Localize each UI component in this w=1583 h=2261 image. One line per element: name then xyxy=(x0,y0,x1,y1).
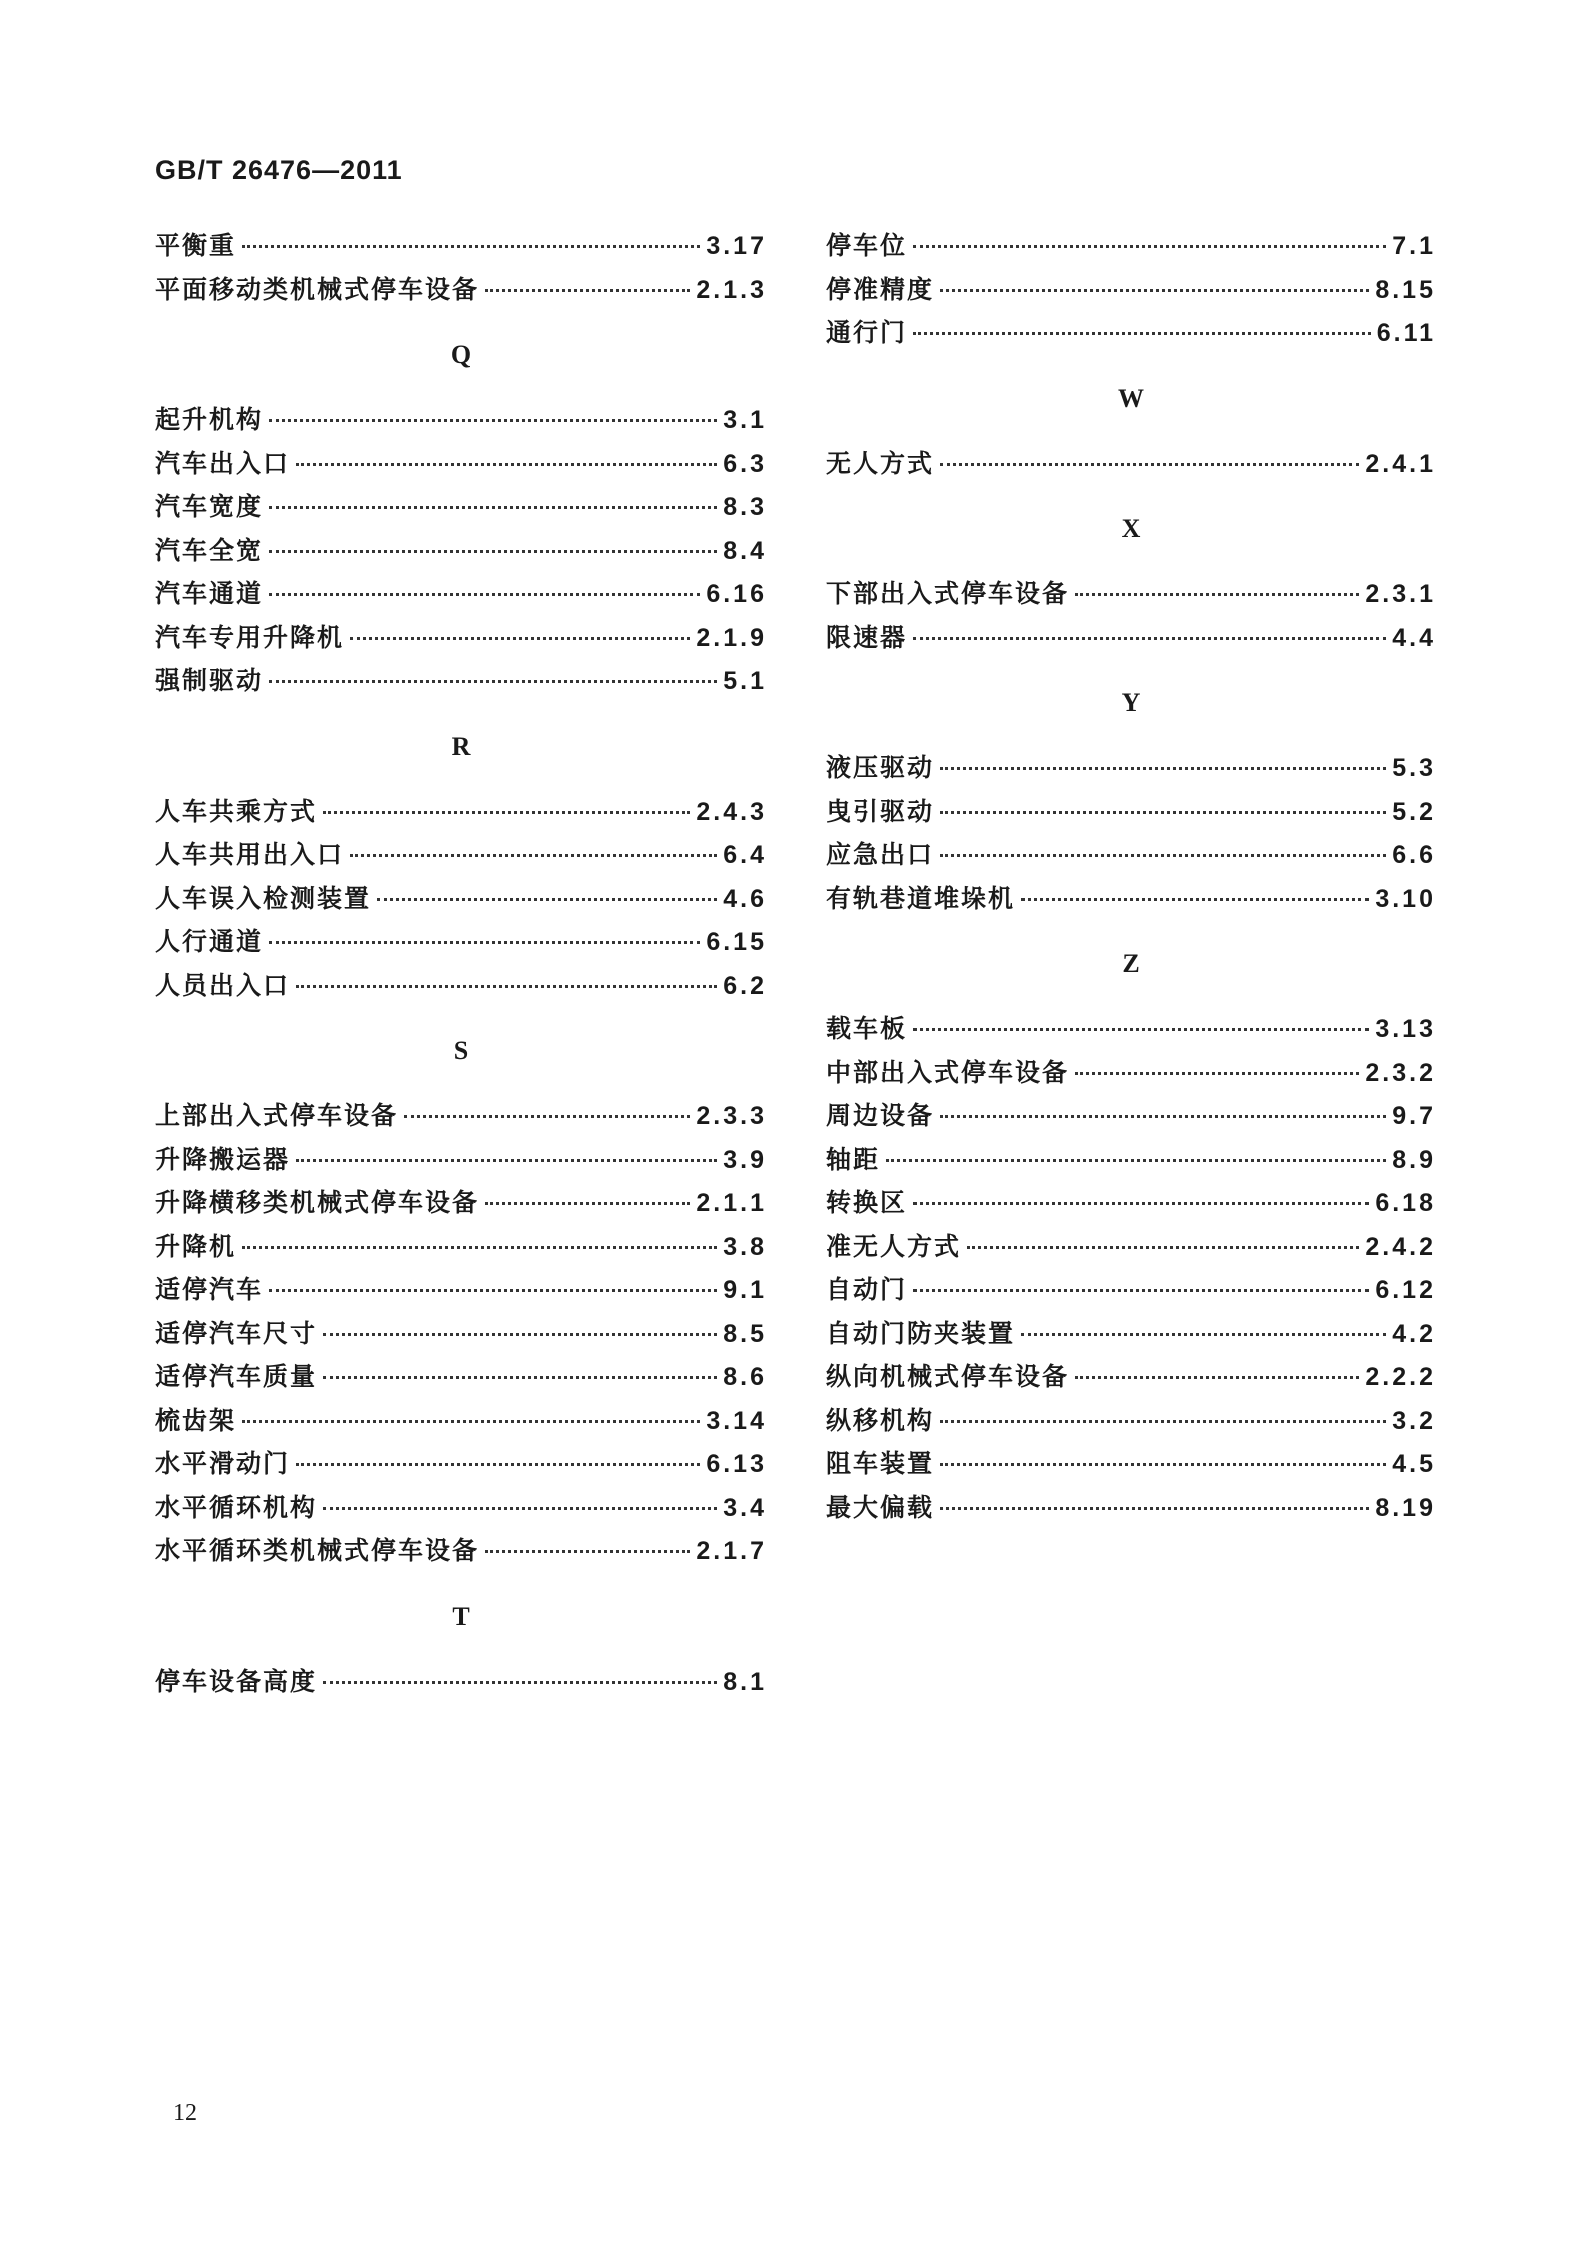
dot-leader xyxy=(242,1246,717,1249)
index-reference: 6.13 xyxy=(706,1450,767,1478)
index-entry xyxy=(155,616,767,660)
index-reference: 5.3 xyxy=(1392,754,1436,782)
dot-leader xyxy=(296,1159,717,1162)
index-entry xyxy=(826,1442,1436,1486)
index-entry xyxy=(155,1138,767,1182)
index-term: 中部出入式停车设备 xyxy=(826,1057,1070,1087)
index-term: 准无人方式 xyxy=(826,1231,962,1261)
dot-leader xyxy=(323,811,690,814)
index-entry xyxy=(826,1399,1436,1443)
index-reference: 3.14 xyxy=(706,1406,767,1435)
dot-leader xyxy=(1021,1333,1386,1336)
index-reference: 3.9 xyxy=(723,1145,767,1174)
index-entry xyxy=(155,398,767,442)
index-reference: 6.4 xyxy=(723,841,767,869)
index-entry xyxy=(826,1181,1436,1225)
index-entry xyxy=(826,572,1436,616)
dot-leader xyxy=(1075,593,1359,596)
index-term: 汽车宽度 xyxy=(155,492,264,521)
index-entry xyxy=(826,1007,1436,1051)
dot-leader xyxy=(886,1159,1386,1162)
index-term: 停准精度 xyxy=(826,274,935,304)
index-reference: 3.1 xyxy=(723,406,767,434)
index-term: 梳齿架 xyxy=(155,1405,237,1435)
index-reference: 5.1 xyxy=(723,667,767,695)
index-reference: 2.4.3 xyxy=(696,797,767,826)
dot-leader xyxy=(913,1202,1369,1205)
index-entry xyxy=(155,877,767,921)
index-reference: 8.19 xyxy=(1375,1493,1436,1522)
index-reference: 2.1.7 xyxy=(696,1537,767,1565)
dot-leader xyxy=(1021,898,1369,901)
dot-leader xyxy=(940,463,1359,466)
index-term: 人行通道 xyxy=(155,927,264,956)
dot-leader xyxy=(269,593,700,596)
index-term: 升降横移类机械式停车设备 xyxy=(155,1188,480,1217)
index-reference: 3.13 xyxy=(1375,1015,1436,1043)
index-entry xyxy=(155,833,767,877)
dot-leader xyxy=(323,1507,717,1510)
index-reference: 9.1 xyxy=(723,1276,767,1304)
index-reference: 3.17 xyxy=(706,232,767,260)
dot-leader xyxy=(485,1550,690,1553)
index-entry xyxy=(826,1355,1436,1399)
index-reference: 2.3.1 xyxy=(1365,580,1436,608)
index-entry xyxy=(826,833,1436,877)
index-reference: 4.5 xyxy=(1392,1450,1436,1478)
index-entry xyxy=(826,442,1436,486)
index-entry xyxy=(155,1399,767,1443)
index-reference: 7.1 xyxy=(1392,232,1436,260)
index-entry xyxy=(826,1138,1436,1182)
dot-leader xyxy=(967,1246,1359,1249)
dot-leader xyxy=(350,854,717,857)
index-term: 适停汽车质量 xyxy=(155,1362,318,1391)
index-reference: 6.12 xyxy=(1375,1276,1436,1304)
index-reference: 4.6 xyxy=(723,884,767,913)
index-term: 限速器 xyxy=(826,622,908,652)
dot-leader xyxy=(940,811,1386,814)
dot-leader xyxy=(940,854,1386,857)
index-reference: 8.1 xyxy=(723,1667,767,1696)
index-reference: 3.10 xyxy=(1375,884,1436,913)
dot-leader xyxy=(485,1202,690,1205)
index-term: 平衡重 xyxy=(155,231,237,260)
index-letter-heading: X xyxy=(1121,514,1141,543)
index-reference: 8.5 xyxy=(723,1319,767,1348)
index-column-right xyxy=(826,224,1436,1529)
dot-leader xyxy=(1075,1376,1359,1379)
index-reference: 8.9 xyxy=(1392,1145,1436,1174)
index-term: 载车板 xyxy=(826,1014,908,1043)
index-term: 转换区 xyxy=(826,1188,908,1217)
index-reference: 2.3.3 xyxy=(696,1102,767,1130)
dot-leader xyxy=(913,637,1386,640)
index-term: 纵向机械式停车设备 xyxy=(826,1362,1070,1391)
index-reference: 2.1.3 xyxy=(696,275,767,304)
index-term: 适停汽车尺寸 xyxy=(155,1318,318,1348)
dot-leader xyxy=(913,1028,1369,1031)
index-reference: 5.2 xyxy=(1392,797,1436,826)
index-term: 有轨巷道堆垛机 xyxy=(826,883,1016,913)
index-entry xyxy=(826,268,1436,312)
index-entry xyxy=(155,1355,767,1399)
dot-leader xyxy=(940,767,1386,770)
index-entry xyxy=(155,1225,767,1269)
index-term: 人车共乘方式 xyxy=(155,796,318,826)
index-term: 下部出入式停车设备 xyxy=(826,579,1070,608)
dot-leader xyxy=(323,1681,717,1684)
dot-leader xyxy=(940,1420,1386,1423)
index-entry xyxy=(155,442,767,486)
index-entry xyxy=(155,1486,767,1530)
index-entry xyxy=(155,268,767,312)
index-entry xyxy=(826,1486,1436,1530)
index-term: 液压驱动 xyxy=(826,753,935,782)
index-term: 人车共用出入口 xyxy=(155,840,345,869)
index-reference: 8.6 xyxy=(723,1363,767,1391)
index-entry xyxy=(155,529,767,573)
index-entry xyxy=(826,1268,1436,1312)
index-reference: 3.4 xyxy=(723,1493,767,1522)
index-term: 汽车专用升降机 xyxy=(155,622,345,652)
dot-leader xyxy=(350,637,690,640)
index-reference: 6.3 xyxy=(723,449,767,478)
dot-leader xyxy=(940,1463,1386,1466)
dot-leader xyxy=(296,985,717,988)
dot-leader xyxy=(913,1289,1369,1292)
dot-leader xyxy=(242,1420,700,1423)
index-term: 强制驱动 xyxy=(155,666,264,695)
index-entry xyxy=(155,224,767,268)
index-term: 周边设备 xyxy=(826,1101,935,1130)
dot-leader xyxy=(323,1376,717,1379)
index-reference: 6.11 xyxy=(1376,319,1436,347)
index-entry xyxy=(826,790,1436,834)
index-reference: 4.2 xyxy=(1392,1319,1436,1348)
dot-leader xyxy=(269,680,717,683)
index-entry xyxy=(155,1268,767,1312)
index-letter-heading: T xyxy=(452,1601,470,1631)
index-entry xyxy=(155,485,767,529)
index-entry xyxy=(155,1312,767,1356)
index-term: 纵移机构 xyxy=(826,1405,935,1435)
index-term: 停车设备高度 xyxy=(155,1666,318,1696)
dot-leader xyxy=(1075,1072,1359,1075)
dot-leader xyxy=(913,332,1371,335)
index-term: 汽车出入口 xyxy=(155,448,291,478)
index-letter-heading: R xyxy=(451,731,471,761)
index-term: 适停汽车 xyxy=(155,1275,264,1304)
index-reference: 8.4 xyxy=(723,536,767,565)
index-term: 升降搬运器 xyxy=(155,1144,291,1174)
dot-leader xyxy=(913,245,1386,248)
index-entry xyxy=(826,1094,1436,1138)
dot-leader xyxy=(269,506,717,509)
index-entry xyxy=(155,964,767,1008)
index-term: 无人方式 xyxy=(826,448,935,478)
index-entry xyxy=(155,1181,767,1225)
standard-code: GB/T 26476—2011 xyxy=(155,155,403,185)
index-reference: 8.15 xyxy=(1375,275,1436,304)
index-entry xyxy=(826,746,1436,790)
index-term: 平面移动类机械式停车设备 xyxy=(155,274,480,304)
index-term: 人员出入口 xyxy=(155,970,291,1000)
index-entry xyxy=(826,1225,1436,1269)
index-term: 水平循环机构 xyxy=(155,1492,318,1522)
index-entry xyxy=(155,1442,767,1486)
index-term: 上部出入式停车设备 xyxy=(155,1101,399,1130)
index-term: 汽车通道 xyxy=(155,579,264,608)
index-term: 汽车全宽 xyxy=(155,535,264,565)
dot-leader xyxy=(940,1115,1386,1118)
index-reference: 6.18 xyxy=(1375,1189,1436,1217)
index-reference: 8.3 xyxy=(723,493,767,521)
index-letter-heading: S xyxy=(453,1036,469,1065)
index-letter-heading: Q xyxy=(450,340,472,369)
index-entry xyxy=(155,1094,767,1138)
dot-leader xyxy=(269,550,717,553)
index-entry xyxy=(155,790,767,834)
index-entry xyxy=(155,659,767,703)
index-reference: 9.7 xyxy=(1392,1102,1436,1130)
dot-leader xyxy=(242,245,700,248)
index-reference: 2.1.9 xyxy=(696,623,767,652)
dot-leader xyxy=(269,419,717,422)
index-term: 通行门 xyxy=(826,318,908,347)
index-reference: 6.2 xyxy=(723,971,767,1000)
dot-leader xyxy=(296,463,717,466)
index-term: 人车误入检测装置 xyxy=(155,883,372,913)
index-entry xyxy=(155,1529,767,1573)
index-entry xyxy=(155,920,767,964)
index-term: 阻车装置 xyxy=(826,1449,935,1478)
index-term: 水平循环类机械式停车设备 xyxy=(155,1536,480,1565)
index-entry xyxy=(826,224,1436,268)
dot-leader xyxy=(940,289,1369,292)
dot-leader xyxy=(269,1289,717,1292)
dot-leader xyxy=(296,1463,700,1466)
index-reference: 3.2 xyxy=(1392,1406,1436,1435)
dot-leader xyxy=(940,1507,1369,1510)
dot-leader xyxy=(485,289,690,292)
index-entry xyxy=(826,877,1436,921)
index-reference: 6.6 xyxy=(1392,841,1436,869)
index-entry xyxy=(155,1660,767,1704)
index-reference: 2.4.2 xyxy=(1365,1232,1436,1261)
index-term: 升降机 xyxy=(155,1231,237,1261)
index-term: 应急出口 xyxy=(826,840,935,869)
index-entry xyxy=(155,572,767,616)
index-term: 最大偏载 xyxy=(826,1492,935,1522)
index-column-left xyxy=(155,224,767,1703)
dot-leader xyxy=(323,1333,717,1336)
index-letter-heading: Z xyxy=(1122,949,1140,978)
index-letter-heading: W xyxy=(1118,383,1144,413)
index-term: 曳引驱动 xyxy=(826,796,935,826)
index-reference: 6.15 xyxy=(706,928,767,956)
index-term: 自动门 xyxy=(826,1275,908,1304)
index-reference: 6.16 xyxy=(706,580,767,608)
index-term: 自动门防夹装置 xyxy=(826,1318,1016,1348)
index-entry xyxy=(826,616,1436,660)
page-number: 12 xyxy=(173,2100,197,2126)
dot-leader xyxy=(404,1115,690,1118)
index-reference: 2.1.1 xyxy=(696,1189,767,1217)
index-reference: 2.2.2 xyxy=(1365,1363,1436,1391)
index-term: 水平滑动门 xyxy=(155,1449,291,1478)
index-letter-heading: Y xyxy=(1121,688,1141,717)
index-entry xyxy=(826,1051,1436,1095)
index-entry xyxy=(826,311,1436,355)
index-reference: 3.8 xyxy=(723,1232,767,1261)
dot-leader xyxy=(377,898,717,901)
index-reference: 2.4.1 xyxy=(1365,449,1436,478)
index-reference: 2.3.2 xyxy=(1365,1058,1436,1087)
index-entry xyxy=(826,1312,1436,1356)
index-reference: 4.4 xyxy=(1392,623,1436,652)
index-term: 轴距 xyxy=(826,1144,881,1174)
index-term: 停车位 xyxy=(826,231,908,260)
dot-leader xyxy=(269,941,700,944)
index-term: 起升机构 xyxy=(155,405,264,434)
